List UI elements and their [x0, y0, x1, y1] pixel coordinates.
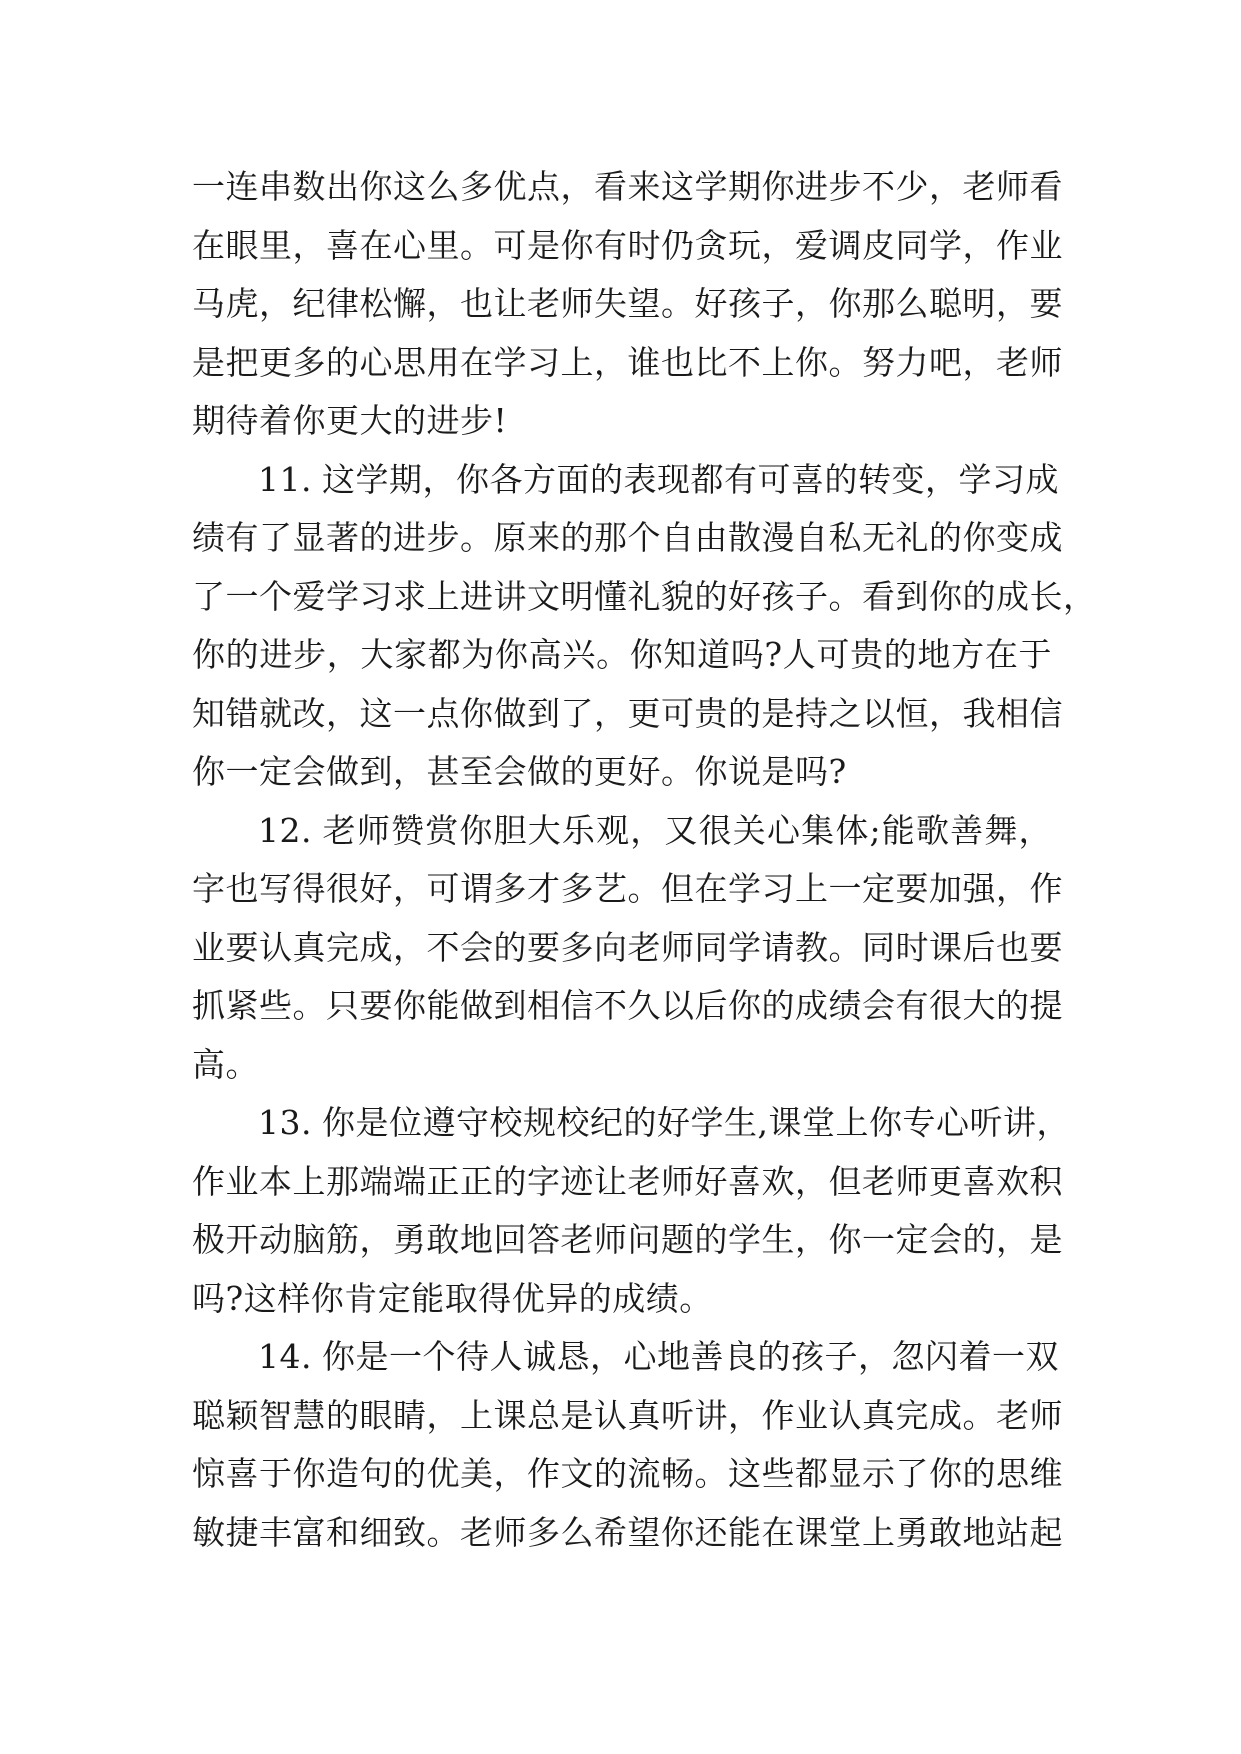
line-text: 你的进步，大家都为你高兴。你知道吗?人可贵的地方在于: [192, 635, 1052, 674]
text-line: [192, 977, 1063, 1036]
line-text: 你是位遵守校规校纪的好学生,课堂上你专心听讲，: [321, 1103, 1070, 1142]
paragraph-number: 12.: [258, 810, 312, 850]
line-text: 你一定会做到，甚至会做的更好。你说是吗?: [192, 752, 847, 791]
text-line: [192, 860, 1063, 919]
paragraph-14: [192, 1328, 1063, 1562]
text-line: [192, 626, 1052, 685]
line-text: 惊喜于你造句的优美，作文的流畅。这些都显示了你的思维: [192, 1454, 1063, 1493]
text-line: [192, 392, 1052, 451]
line-text: 一连串数出你这么多优点，看来这学期你进步不少，老师看: [192, 167, 1063, 206]
line-text: 字也写得很好，可谓多才多艺。但在学习上一定要加强，作: [192, 869, 1063, 908]
text-line: [192, 1445, 1063, 1504]
text-line: [192, 1211, 1063, 1270]
text-line: [192, 743, 1052, 802]
line-text: 马虎，纪律松懈，也让老师失望。好孩子，你那么聪明，要: [192, 284, 1063, 323]
paragraph-number: 14.: [258, 1337, 312, 1376]
text-line: [192, 1328, 1059, 1387]
paragraph-13: [192, 1094, 1070, 1328]
line-text: 作业本上那端端正正的字迹让老师好喜欢，但老师更喜欢积: [192, 1161, 1063, 1201]
text-line: [192, 568, 1097, 627]
text-line: [192, 509, 1063, 568]
text-line: [192, 1153, 1063, 1212]
text-line: [192, 919, 1063, 978]
line-text: 高。: [192, 1044, 259, 1084]
text-line: [192, 1270, 1052, 1329]
text-line: [192, 1094, 1070, 1153]
text-line: [192, 1036, 1052, 1095]
line-text: 抓紧些。只要你能做到相信不久以后你的成绩会有很大的提: [192, 986, 1063, 1025]
text-line: [192, 1504, 1063, 1563]
paragraph-11: [192, 451, 1097, 802]
line-text: 绩有了显著的进步。原来的那个自由散漫自私无礼的你变成: [192, 518, 1063, 557]
line-text: 老师赞赏你胆大乐观，又很关心集体;能歌善舞，: [321, 810, 1052, 850]
line-text: 是把更多的心思用在学习上，谁也比不上你。努力吧，老师: [192, 342, 1063, 382]
line-text: 聪颖智慧的眼睛，上课总是认真听讲，作业认真完成。老师: [192, 1395, 1063, 1435]
text-line: [192, 802, 1052, 861]
text-line: [192, 1387, 1063, 1446]
paragraph-continued: [192, 158, 1063, 451]
line-text: 知错就改，这一点你做到了，更可贵的是持之以恒，我相信: [192, 693, 1063, 733]
text-line: [192, 451, 1059, 510]
text-line: [192, 334, 1063, 393]
paragraph-number: 11.: [258, 459, 312, 499]
paragraph-number: 13.: [258, 1103, 312, 1142]
line-text: 业要认真完成，不会的要多向老师同学请教。同时课后也要: [192, 927, 1063, 967]
text-line: [192, 217, 1063, 276]
line-text: 期待着你更大的进步!: [192, 401, 508, 440]
line-text: 极开动脑筋，勇敢地回答老师问题的学生，你一定会的，是: [192, 1220, 1063, 1259]
line-text: 在眼里，喜在心里。可是你有时仍贪玩，爱调皮同学，作业: [192, 225, 1063, 265]
text-line: [192, 685, 1063, 744]
text-line: [192, 158, 1063, 217]
line-text: 你是一个待人诚恳，心地善良的孩子，忽闪着一双: [321, 1337, 1059, 1376]
line-text: 敏捷丰富和细致。老师多么希望你还能在课堂上勇敢地站起: [192, 1512, 1063, 1552]
line-text: 吗?这样你肯定能取得优异的成绩。: [192, 1278, 713, 1318]
text-line: [192, 275, 1063, 334]
document-body: [192, 158, 1097, 1562]
line-text: 这学期，你各方面的表现都有可喜的转变，学习成: [321, 459, 1059, 499]
line-text: 了一个爱学习求上进讲文明懂礼貌的好孩子。看到你的成长，: [192, 576, 1097, 616]
paragraph-12: [192, 802, 1063, 1095]
